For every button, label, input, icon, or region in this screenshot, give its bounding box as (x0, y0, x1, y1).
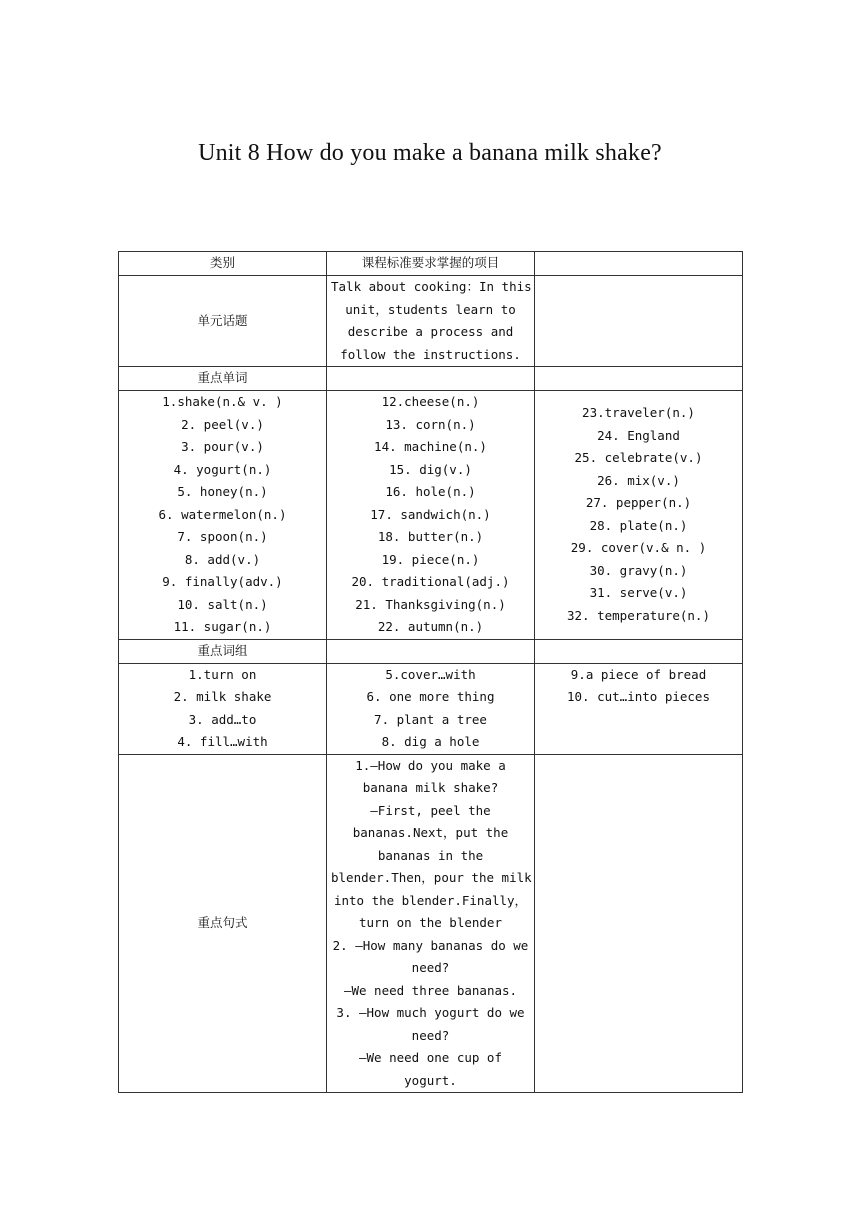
topic-line: Talk about cooking：In this (331, 279, 532, 294)
word-item: 19. piece(n.) (381, 551, 480, 567)
sentence-line: 2. —How many bananas do we (332, 937, 529, 953)
sentence-line: into the blender.Finally， (333, 892, 528, 908)
topic-line: describe a process and (347, 324, 514, 339)
phrases-label: 重点词组 (119, 639, 327, 663)
phrase-item: 7. plant a tree (374, 711, 487, 727)
sentence-line: bananas.Next，put the (352, 825, 509, 840)
words-label: 重点单词 (119, 367, 327, 391)
phrase-item: 2. milk shake (173, 689, 272, 704)
phrases-col-2 (327, 663, 535, 754)
phrases-label-blank (535, 639, 743, 663)
words-label-blank (535, 367, 743, 391)
topic-label: 单元话题 (119, 276, 327, 367)
topic-row (119, 276, 743, 367)
sentence-line: 1.—How do you make a (355, 757, 506, 773)
phrases-row (119, 663, 743, 754)
word-item: 5. honey(n.) (177, 484, 268, 499)
phrase-item: 1.turn on (188, 666, 257, 682)
topic-line: unit，students learn to (345, 301, 516, 317)
word-item: 28. plate(n.) (589, 517, 688, 533)
word-item: 3. pour(v.) (181, 439, 264, 454)
words-col-3 (535, 391, 743, 640)
sentence-line: —We need three bananas. (343, 982, 518, 998)
word-item: 17. sandwich(n.) (370, 506, 491, 522)
phrases-label-blank (327, 639, 535, 663)
phrases-label-row (119, 639, 743, 663)
word-item: 30. gravy(n.) (589, 562, 688, 578)
words-row (119, 391, 743, 640)
phrase-item: 4. fill…with (177, 734, 268, 749)
word-item: 14. machine(n.) (374, 439, 487, 454)
word-item: 9. finally(adv.) (162, 574, 283, 589)
vocabulary-table (118, 251, 743, 1093)
sentence-line: need? (411, 1027, 450, 1043)
word-item: 6. watermelon(n.) (158, 506, 287, 522)
word-item: 26. mix(v.) (597, 472, 680, 488)
sentence-line: need? (411, 960, 450, 975)
phrases-col-1 (119, 663, 327, 754)
sentences-label: 重点句式 (119, 754, 327, 1093)
word-item: 23.traveler(n.) (582, 405, 695, 421)
topic-text (327, 276, 535, 367)
phrase-item: 6. one more thing (366, 689, 495, 704)
topic-blank (535, 276, 743, 367)
word-item: 1.shake(n.& v. ) (162, 394, 283, 409)
word-item: 21. Thanksgiving(n.) (355, 596, 506, 612)
word-item: 7. spoon(n.) (177, 529, 268, 544)
header-blank (535, 252, 743, 276)
word-item: 16. hole(n.) (385, 484, 476, 499)
word-item: 11. sugar(n.) (173, 619, 272, 634)
words-label-blank (327, 367, 535, 391)
word-item: 32. temperature(n.) (567, 607, 710, 623)
word-item: 8. add(v.) (184, 551, 261, 567)
word-item: 27. pepper(n.) (585, 495, 692, 511)
phrase-item: 5.cover…with (385, 666, 476, 682)
word-item: 2. peel(v.) (181, 416, 264, 432)
word-item: 25. celebrate(v.) (574, 450, 703, 466)
word-item: 4. yogurt(n.) (173, 461, 272, 477)
word-item: 20. traditional(adj.) (351, 574, 510, 589)
word-item: 24. England (597, 427, 680, 443)
page-title: Unit 8 How do you make a banana milk shake? (198, 140, 662, 166)
word-item: 15. dig(v.) (389, 461, 472, 477)
word-item: 12.cheese(n.) (381, 394, 480, 409)
word-item: 31. serve(v.) (589, 585, 688, 601)
words-col-2 (327, 391, 535, 640)
word-item: 22. autumn(n.) (377, 619, 484, 634)
table-header-row (119, 252, 743, 276)
header-category: 类别 (119, 252, 327, 276)
word-item: 13. corn(n.) (385, 416, 476, 432)
words-col-1 (119, 391, 327, 640)
topic-line: follow the instructions. (340, 346, 521, 362)
phrase-item: 8. dig a hole (381, 734, 480, 749)
phrases-col-3 (535, 663, 743, 754)
sentences-row (119, 754, 743, 1093)
sentence-line: turn on the blender (359, 915, 502, 930)
header-requirements: 课程标准要求掌握的项目 (327, 252, 535, 276)
phrase-item: 3. add…to (188, 711, 257, 727)
word-item: 18. butter(n.) (377, 529, 484, 544)
sentence-line: 3. —How much yogurt do we (336, 1005, 525, 1020)
sentences-blank (535, 754, 743, 1093)
word-item: 10. salt(n.) (177, 596, 268, 612)
sentence-line: blender.Then，pour the milk (331, 870, 532, 885)
phrase-item: 9.a piece of bread (570, 666, 707, 682)
sentence-line: yogurt. (404, 1072, 457, 1088)
word-item: 29. cover(v.& n. ) (570, 540, 707, 556)
phrase-item: 10. cut…into pieces (567, 689, 710, 704)
sentence-line: —We need one cup of (359, 1050, 502, 1065)
sentences-text (327, 754, 535, 1093)
sentence-line: —First, peel the (370, 802, 491, 818)
sentence-line: banana milk shake? (362, 780, 499, 795)
sentence-line: bananas in the (377, 847, 484, 863)
words-label-row (119, 367, 743, 391)
